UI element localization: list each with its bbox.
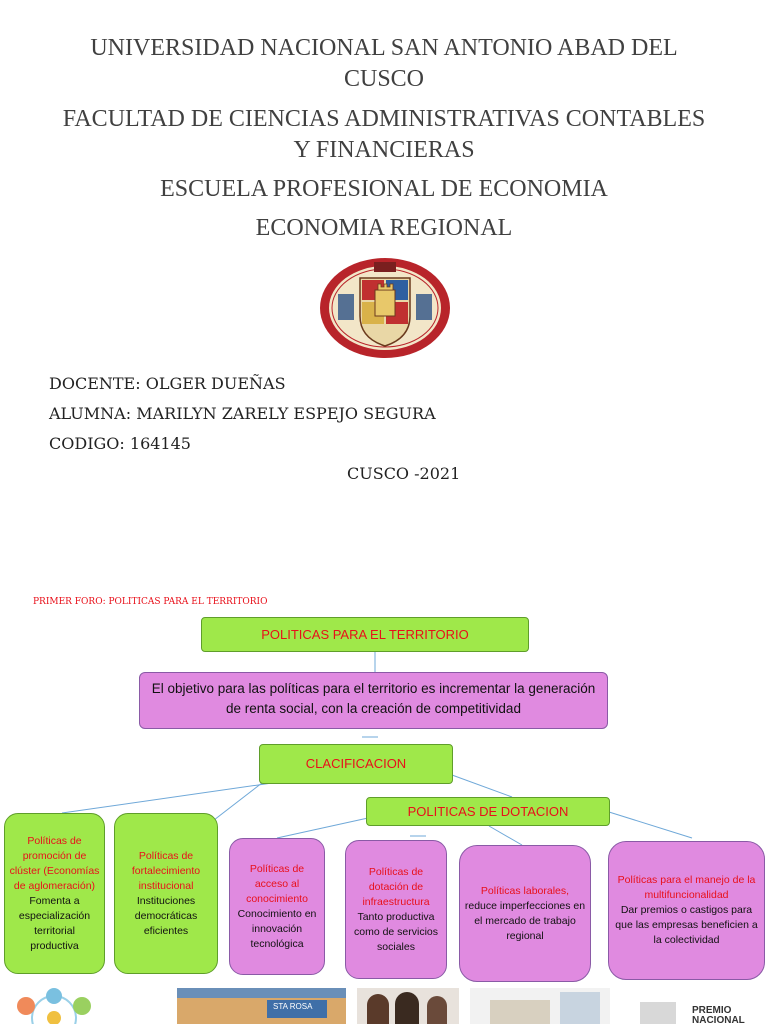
forum-label: PRIMER FORO: POLITICAS PARA EL TERRITORIO bbox=[33, 597, 268, 607]
course-title: ECONOMIA REGIONAL bbox=[255, 215, 513, 241]
main-title-text: POLITICAS PARA EL TERRITORIO bbox=[261, 627, 469, 642]
knowledge-policy-title: Políticas de acceso al conocimiento bbox=[246, 862, 308, 905]
alumna-line: ALUMNA: MARILYN ZARELY ESPEJO SEGURA bbox=[49, 404, 436, 423]
knowledge-policy-body: Conocimiento en innovación tecnológica bbox=[237, 907, 317, 950]
dotacion-box bbox=[366, 797, 610, 826]
objective-box bbox=[139, 672, 608, 729]
main-title-box bbox=[201, 617, 529, 652]
institutional-policy-title: Políticas de fortalecimiento institucional bbox=[131, 849, 201, 892]
institutional-policy-box bbox=[114, 813, 218, 974]
docente-line: DOCENTE: OLGER DUEÑAS bbox=[49, 374, 286, 393]
cluster-policy-title: Políticas de promoción de clúster (Economías de aglomeración) bbox=[9, 834, 100, 892]
cluster-policy-body: Fomenta a especialización territorial productiva bbox=[18, 894, 91, 952]
place-year: CUSCO -2021 bbox=[347, 464, 461, 483]
cycle-diagram-image bbox=[14, 988, 94, 1024]
cluster-policy-box bbox=[4, 813, 105, 974]
knowledge-policy-box bbox=[229, 838, 325, 975]
clasificacion-box bbox=[259, 744, 453, 784]
labor-policy-title: Políticas laborales, bbox=[480, 884, 570, 897]
objective-text: El objetivo para las políticas para el territorio es incrementar la generación de renta social, con la creación de competitividad bbox=[151, 681, 596, 716]
multifunctionality-policy-body: Dar premios o castigos para que las empresas beneficien a la colectividad bbox=[615, 904, 758, 946]
dotacion-text: POLITICAS DE DOTACION bbox=[407, 804, 569, 819]
infrastructure-policy-box bbox=[345, 840, 447, 979]
clasificacion-text: CLACIFICACION bbox=[305, 756, 407, 771]
infrastructure-policy-body: Tanto productiva como de servicios sociales bbox=[353, 910, 439, 953]
codigo-line: CODIGO: 164145 bbox=[49, 434, 191, 453]
infrastructure-policy-title: Políticas de dotación de infraestructura bbox=[362, 865, 430, 908]
school-title: ESCUELA PROFESIONAL DE ECONOMIA bbox=[160, 176, 608, 202]
labor-policy-body: reduce imperfecciones en el mercado de trabajo regional bbox=[464, 899, 586, 942]
faculty-title: FACULTAD DE CIENCIAS ADMINISTRATIVAS CONTABLES Y FINANCIERAS bbox=[62, 106, 706, 163]
labor-policy-box bbox=[459, 845, 591, 982]
office-desk-photo bbox=[470, 988, 610, 1024]
multifunctionality-policy-box bbox=[608, 841, 765, 980]
university-title: UNIVERSIDAD NACIONAL SAN ANTONIO ABAD DEL CUSCO bbox=[90, 35, 678, 92]
school-building-photo: STA ROSA bbox=[177, 988, 346, 1024]
institutional-policy-body: Instituciones democráticas eficientes bbox=[134, 894, 198, 937]
children-photo bbox=[357, 988, 459, 1024]
multifunctionality-policy-title: Políticas para el manejo de la multifuncionalidad bbox=[617, 874, 756, 901]
premio-nacional-logo: PREMIO NACIONAL bbox=[640, 988, 768, 1024]
